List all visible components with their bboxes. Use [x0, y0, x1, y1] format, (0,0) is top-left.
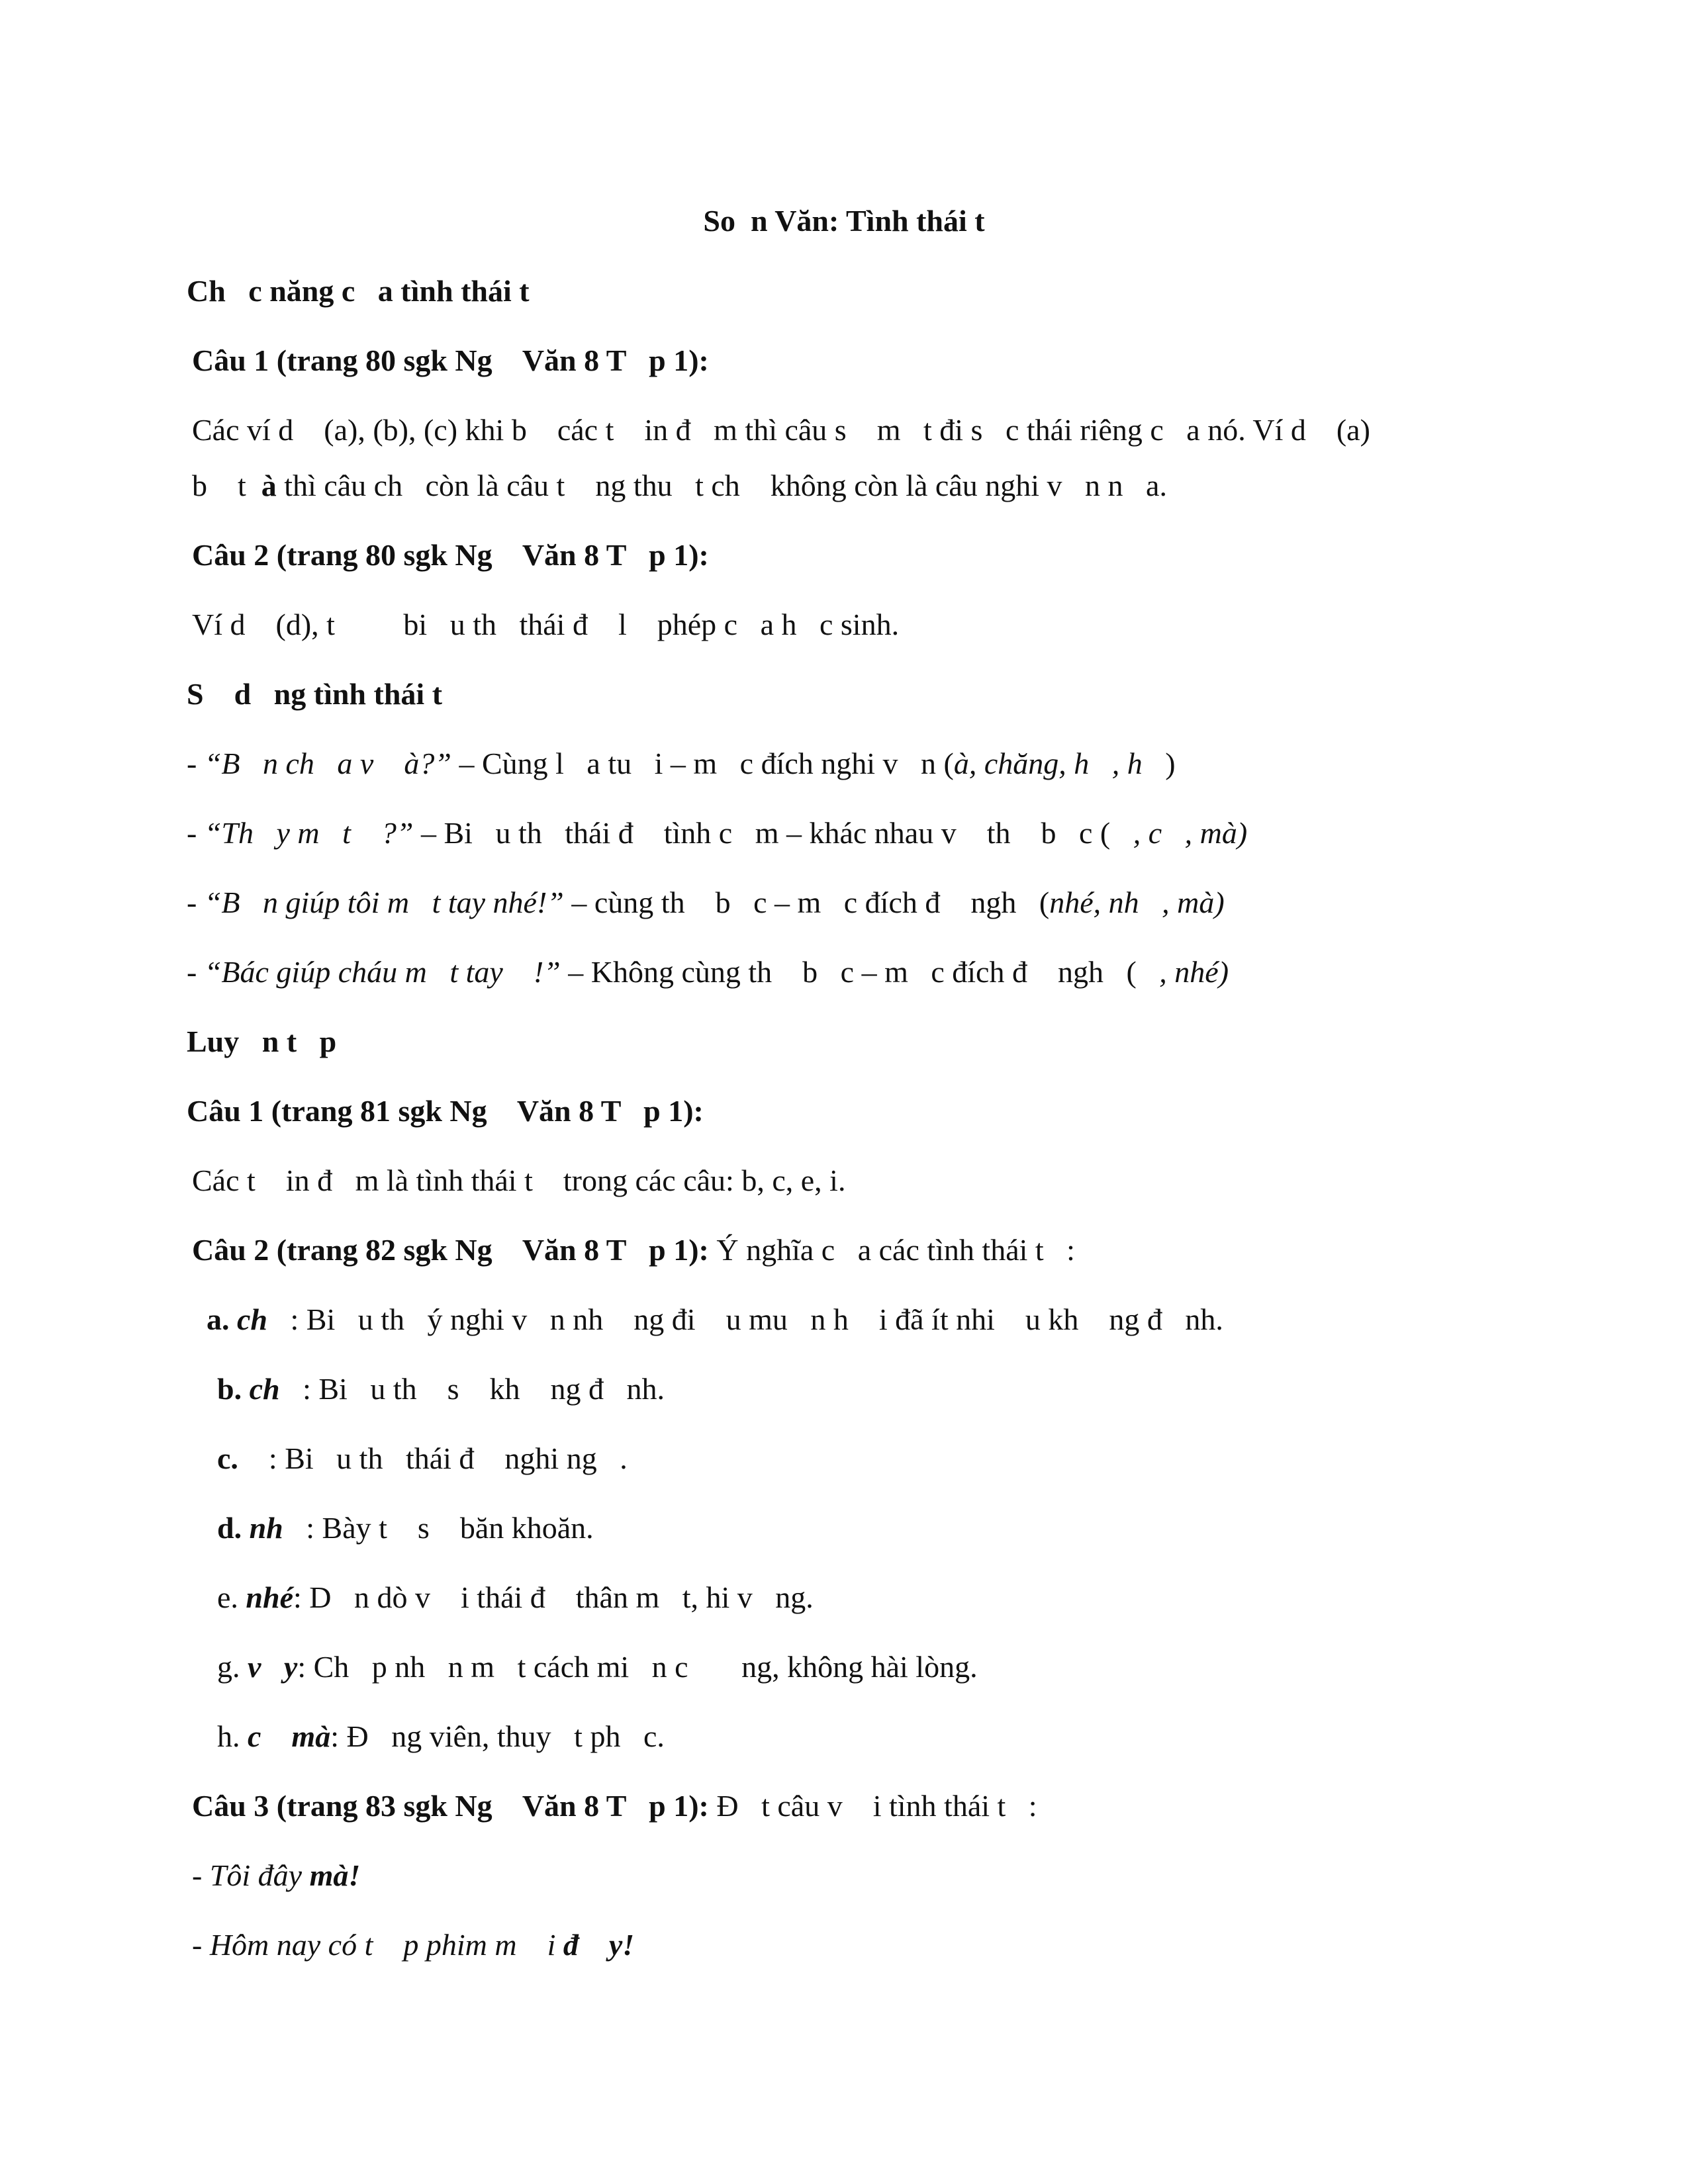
meaning-item-g: [217, 1649, 978, 1686]
exercise-2-prompt: Ý nghĩa c a các tình thái t :: [708, 1233, 1075, 1267]
item-letter: b.: [217, 1372, 242, 1406]
item-text: : Ch p nh n m t cách mi n c ng, không hài lòng.: [297, 1650, 978, 1684]
usage-particles: , nhé: [1136, 955, 1219, 989]
heading-usage: S d ng tình thái t: [187, 677, 443, 711]
question-2-label: Câu 2 (trang 80 sgk Ng Văn 8 T p 1):: [192, 538, 709, 572]
exercise-3-heading: [192, 1788, 1037, 1825]
dash: -: [187, 747, 205, 780]
sentence-text: - Tôi đây: [192, 1858, 310, 1892]
usage-quote: “B n giúp tôi m t tay nhé!”: [204, 886, 564, 919]
meaning-item-d: [217, 1510, 594, 1547]
item-text: : Bày t s băn khoăn.: [306, 1511, 594, 1545]
bold-particle: à: [261, 469, 277, 502]
heading-function: Ch c năng c a tình thái t: [187, 274, 530, 308]
example-sentence-2: [192, 1927, 634, 1964]
question-1-answer-line-2: [192, 467, 1167, 504]
usage-item-2: [187, 815, 1247, 852]
exercise-3-prompt: Đ t câu v i tình thái t :: [708, 1789, 1037, 1823]
dash: -: [187, 816, 205, 850]
text-segment: thì câu ch còn là câu t ng thu t ch không còn là câu nghi v n n a.: [276, 469, 1167, 502]
paren: ): [1165, 747, 1176, 780]
item-letter: a.: [207, 1302, 230, 1336]
usage-particles: à, chăng, h , h: [953, 747, 1166, 780]
item-letter: g.: [217, 1650, 240, 1684]
particle-word: nhé: [246, 1580, 294, 1614]
item-text: : D n dò v i thái đ thân m t, hi v ng.: [293, 1580, 814, 1614]
exercise-2-heading: [192, 1232, 1075, 1269]
meaning-item-b: [217, 1371, 665, 1408]
sentence-particle: mà!: [309, 1858, 361, 1892]
sentence-text: - Hôm nay có t p phim m i: [192, 1928, 563, 1962]
dash: -: [187, 955, 205, 989]
meaning-item-h: [217, 1718, 665, 1755]
exercise-1-label: Câu 1 (trang 81 sgk Ng Văn 8 T p 1):: [187, 1094, 704, 1128]
item-letter: e.: [217, 1580, 238, 1614]
question-2-answer: Ví d (d), t bi u th thái đ l phép c a h c sinh.: [192, 608, 900, 641]
item-text: : Đ ng viên, thuy t ph c.: [330, 1719, 665, 1753]
question-1-label: Câu 1 (trang 80 sgk Ng Văn 8 T p 1):: [192, 343, 709, 377]
dash: -: [187, 886, 205, 919]
usage-item-1: [187, 745, 1176, 782]
usage-desc: – Không cùng th b c – m c đích đ ngh (: [560, 955, 1137, 989]
exercise-2-label: Câu 2 (trang 82 sgk Ng Văn 8 T p 1):: [192, 1233, 709, 1267]
usage-item-3: [187, 884, 1225, 921]
particle-word: ch: [249, 1372, 303, 1406]
usage-particles: nhé, nh , mà: [1049, 886, 1215, 919]
meaning-item-a: [207, 1301, 1223, 1338]
usage-item-4: [187, 954, 1229, 991]
particle-word: v y: [248, 1650, 298, 1684]
meaning-item-e: [217, 1579, 814, 1616]
text-segment: b t: [192, 469, 261, 502]
usage-quote: “Bác giúp cháu m t tay !”: [204, 955, 561, 989]
item-text: : Bi u th thái đ nghi ng .: [268, 1441, 628, 1475]
item-text: : Bi u th ý nghi v n nh ng đi u mu n h i đã ít nhi u kh ng đ nh.: [290, 1302, 1223, 1336]
question-1-answer-line-1: Các ví d (a), (b), (c) khi b các t in đ m thì câu s m t đi s c thái riêng c a nó. Ví d (a): [192, 413, 1370, 447]
item-letter: h.: [217, 1719, 240, 1753]
heading-practice: Luy n t p: [187, 1024, 337, 1058]
usage-quote: “B n ch a v à?”: [204, 747, 451, 780]
particle-word: nh: [249, 1511, 306, 1545]
usage-particles: , c , mà: [1110, 816, 1237, 850]
paren: ): [1214, 886, 1225, 919]
usage-desc: – Bi u th thái đ tình c m – khác nhau v th b c (: [413, 816, 1111, 850]
usage-desc: – cùng th b c – m c đích đ ngh (: [563, 886, 1050, 919]
paren: ): [1237, 816, 1248, 850]
sentence-particle: đ y!: [563, 1928, 635, 1962]
item-letter: c.: [217, 1441, 238, 1475]
item-letter: d.: [217, 1511, 242, 1545]
paren: ): [1218, 955, 1229, 989]
meaning-item-c: [217, 1440, 628, 1477]
exercise-1-answer: Các t in đ m là tình thái t trong các câu: b, c, e, i.: [192, 1163, 846, 1197]
particle-word: [246, 1441, 269, 1475]
usage-quote: “Th y m t ?”: [204, 816, 414, 850]
item-text: : Bi u th s kh ng đ nh.: [303, 1372, 665, 1406]
usage-desc: – Cùng l a tu i – m c đích nghi v n (: [451, 747, 954, 780]
example-sentence-1: [192, 1857, 360, 1894]
particle-word: c mà: [248, 1719, 331, 1753]
exercise-3-label: Câu 3 (trang 83 sgk Ng Văn 8 T p 1):: [192, 1789, 709, 1823]
page-title: So n Văn: Tình thái t: [703, 204, 985, 238]
particle-word: ch: [237, 1302, 291, 1336]
